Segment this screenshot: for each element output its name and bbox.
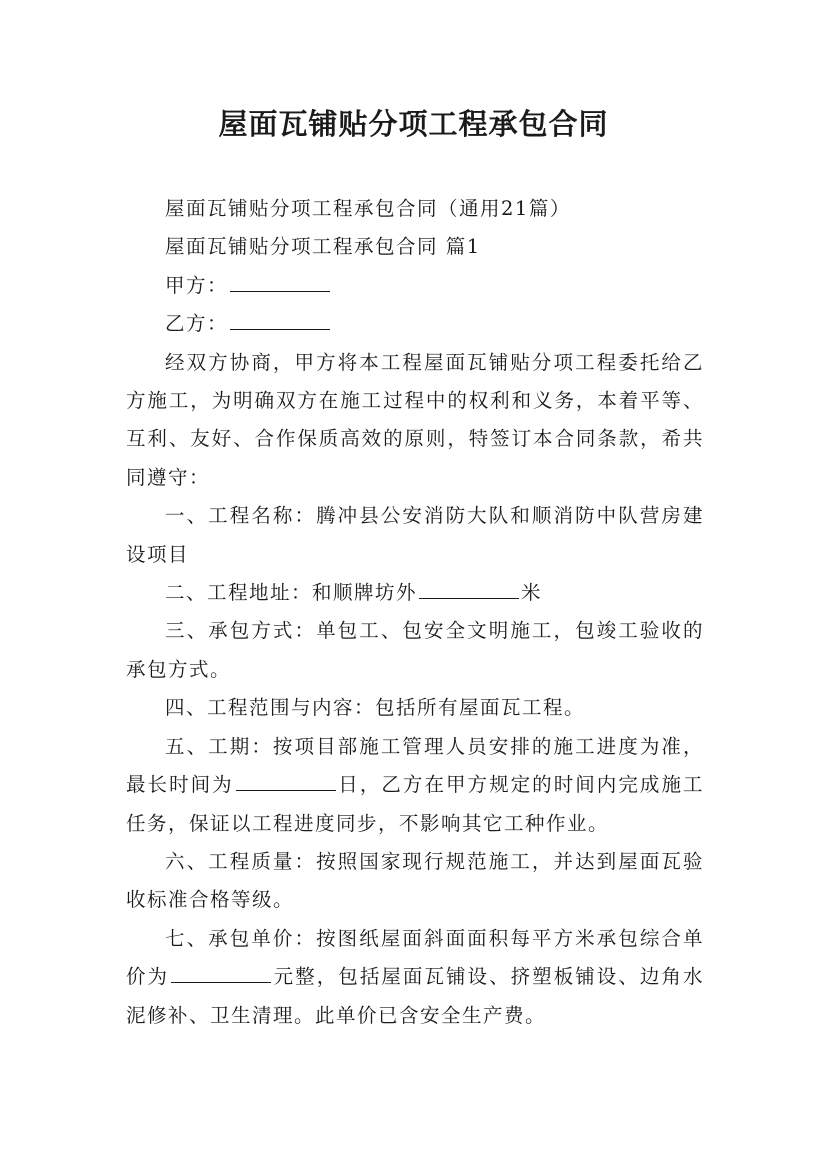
party-b-blank	[230, 309, 330, 330]
clause-2-suffix: 米	[521, 581, 543, 605]
document-subtitle: 屋面瓦铺贴分项工程承包合同（通用21篇）	[165, 197, 571, 220]
clause-3: 三、承包方式：单包工、包安全文明施工，包竣工验收的承包方式。	[126, 619, 704, 681]
duration-blank	[236, 770, 336, 791]
clause-5-suffix: 日，乙方在甲方规定的时间内完成施工任务，保证以工程进度同步，不影响其它工种作业。	[126, 773, 704, 835]
intro-paragraph: 经双方协商，甲方将本工程屋面瓦铺贴分项工程委托给乙方施工，为明确双方在施工过程中的权利和义务，本着平等、互利、友好、合作保质高效的原则，特签订本合同条款，希共同遵守：	[126, 350, 704, 489]
party-a-line	[126, 267, 704, 305]
party-b-label: 乙方：	[165, 312, 229, 336]
clause-1: 一、工程名称：腾冲县公安消防大队和顺消防中队营房建设项目	[126, 504, 704, 566]
clause-6: 六、工程质量：按照国家现行规范施工，并达到屋面瓦验收标准合格等级。	[126, 849, 704, 912]
party-b-line	[126, 305, 704, 343]
party-a-label: 甲方：	[165, 273, 229, 297]
clause-7	[126, 920, 704, 1035]
document-title: 屋面瓦铺贴分项工程承包合同	[218, 107, 609, 141]
section-heading: 屋面瓦铺贴分项工程承包合同 篇1	[165, 235, 481, 259]
clause-5-prefix: 五、工期：按项目部施工管理人员安排的施工进度为准，最长时间为	[126, 734, 704, 797]
distance-blank	[419, 578, 519, 599]
clause-5	[126, 728, 704, 843]
clause-7-prefix: 七、承包单价：按图纸屋面斜面面积每平方米承包综合单价为	[126, 926, 704, 989]
clause-4: 四、工程范围与内容：包括所有屋面瓦工程。	[165, 696, 586, 720]
clause-7-suffix: 元整，包括屋面瓦铺设、挤塑板铺设、边角水泥修补、卫生清理。此单价已含安全生产费。	[126, 965, 704, 1027]
clause-2	[126, 574, 704, 612]
document-body	[126, 190, 704, 1035]
clause-2-prefix: 二、工程地址：和顺牌坊外	[165, 581, 418, 605]
party-a-blank	[230, 271, 330, 292]
price-blank	[171, 962, 271, 983]
